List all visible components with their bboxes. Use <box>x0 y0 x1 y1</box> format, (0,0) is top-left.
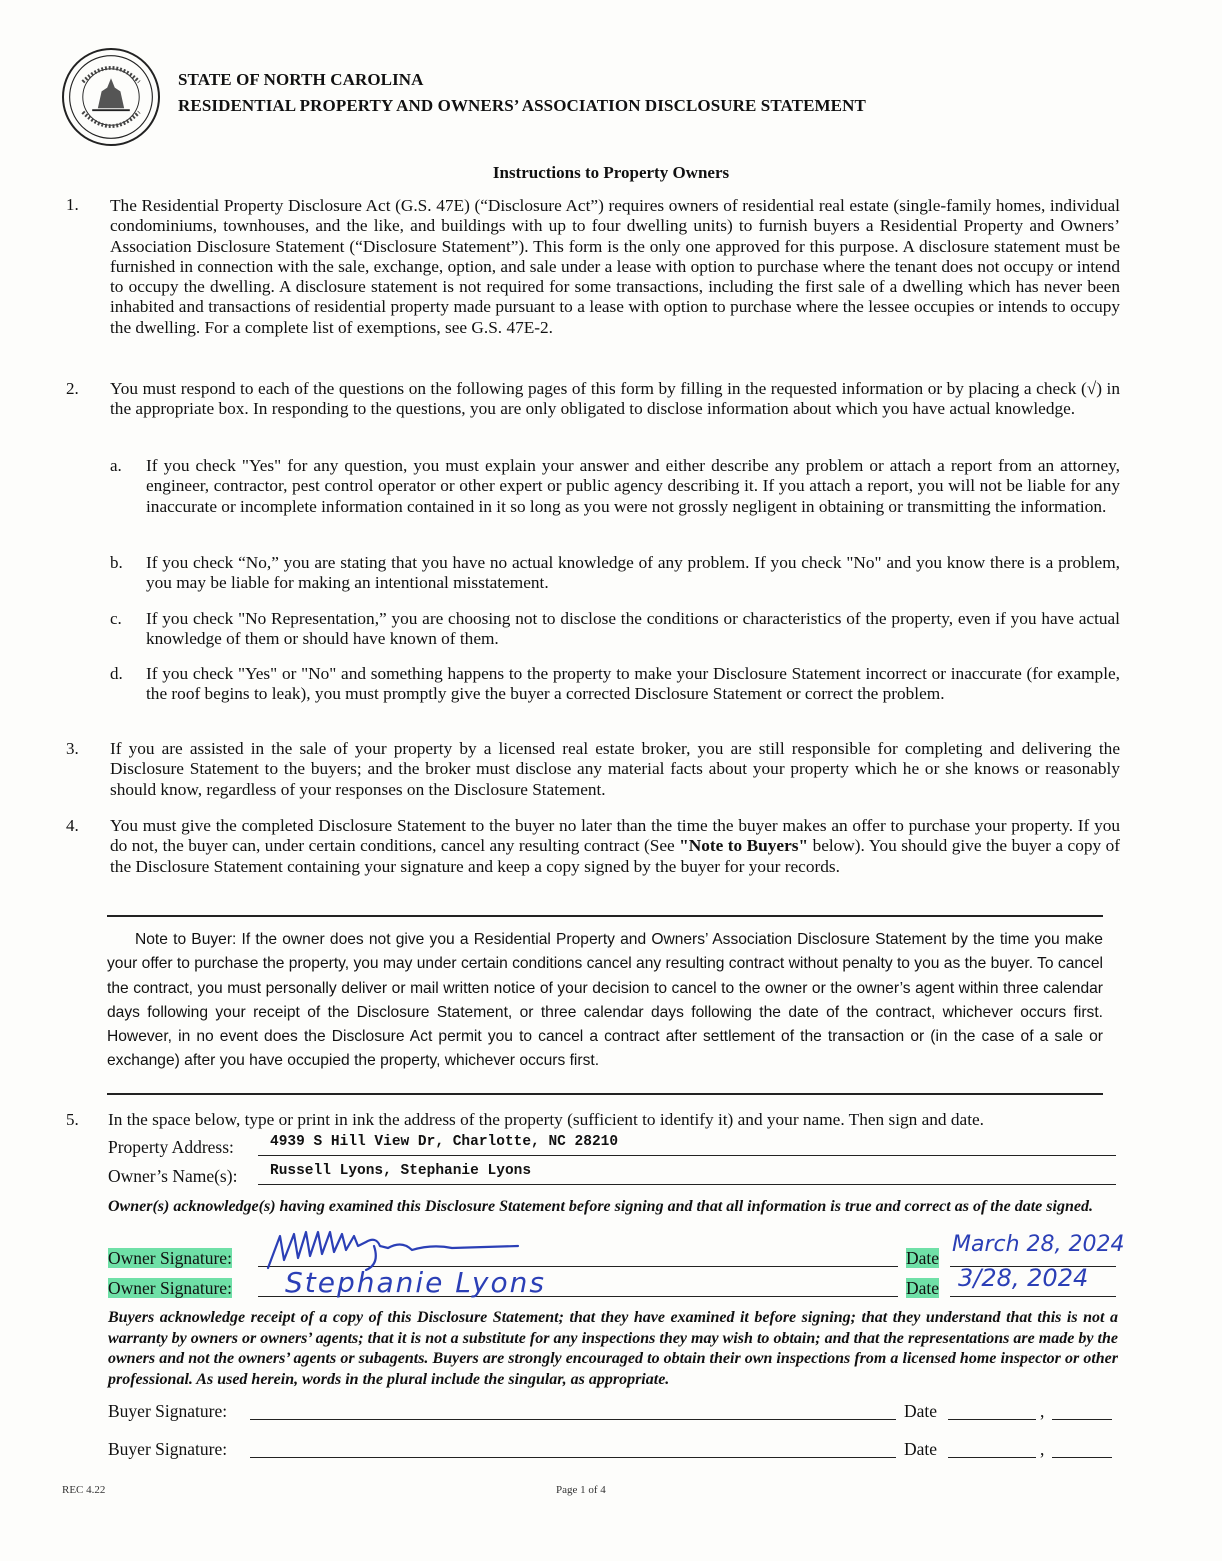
buyer2-year-line[interactable] <box>1052 1457 1112 1458</box>
owner-names-field[interactable]: Russell Lyons, Stephanie Lyons <box>270 1163 532 1179</box>
owner-names-line <box>258 1184 1116 1185</box>
subitem-text: If you check “No,” you are stating that you have no actual knowledge of any problem. If you check "No" and you know there is a problem, you may be liable for making an intentional misstatement. <box>146 553 1120 593</box>
instructions-title: Instructions to Property Owners <box>492 163 730 182</box>
buyer1-date-label: Date <box>904 1401 938 1421</box>
note-to-buyer <box>107 928 1103 1074</box>
note-to-buyer-text: Note to Buyer: If the owner does not give you a Residential Property and Owners’ Association Disclosure Statement by the time you make your offer to purchase the property, you may under certain conditions cancel any resulting contract without penalty to you as the buyer. To cancel the contract, you must personally deliver or mail written notice of your decision to cancel to the owner or the owner’s agent within three calendar days following your receipt of the Disclosure Statement, or three calendar days following the date of the contract, whichever occurs first. However, in no event does the Disclosure Act permit you to cancel a contract after settlement of the transaction or (in the case of a sale or exchange) after you have occupied the property, whichever occurs first. <box>107 931 1103 1070</box>
buyer-signature-label: Buyer Signature: <box>108 1401 228 1421</box>
property-address-label: Property Address: <box>108 1137 234 1157</box>
subitem-text: If you check "No Representation,” you are choosing not to disclose the conditions or characteristics of the property, even if you have actual knowledge of them or should have known of them. <box>146 609 1120 649</box>
buyer1-date-line[interactable] <box>948 1419 1036 1420</box>
item-text: You must respond to each of the questions on the following pages of this form by filling in the requested information or by placing a check (√) in the appropriate box. In responding to the questions, you are only obligated to disclose information about which you have actual knowledge. <box>110 379 1120 419</box>
page-number: Page 1 of 4 <box>556 1484 606 1496</box>
buyer-acknowledgement: Buyers acknowledge receipt of a copy of this Disclosure Statement; that they have examined it before signing; that they understand that this is not a warranty by owners or owners’ agents; that it is not a substitute for any inspections they may wish to obtain; and that the representations are made by the owners and not the owners’ agents or subagents. Buyers are strongly encouraged to obtain their own inspections from a licensed home inspector or other professional. As used herein, words in the plural include the singular, as appropriate. <box>108 1309 1118 1388</box>
subitem-letter: b. <box>110 553 123 572</box>
item-number: 5. <box>66 1110 79 1129</box>
owner-signature-label <box>108 1278 232 1299</box>
owner1-date-label-text: Date <box>906 1248 940 1268</box>
owner2-date-label <box>906 1278 939 1299</box>
buyer-signature-label: Buyer Signature: <box>108 1439 228 1459</box>
subitem-letter: a. <box>110 456 122 475</box>
owner-acknowledgement: Owner(s) acknowledge(s) having examined this Disclosure Statement before signing and that all information is true and correct as of the date signed. <box>108 1198 1093 1215</box>
owner-names-label: Owner’s Name(s): <box>108 1166 238 1186</box>
form-title: RESIDENTIAL PROPERTY AND OWNERS’ ASSOCIATION DISCLOSURE STATEMENT <box>178 96 866 115</box>
owner2-date-field[interactable]: 3/28, 2024 <box>958 1264 1089 1292</box>
owner1-date-field[interactable]: March 28, 2024 <box>952 1232 1125 1257</box>
item-number: 2. <box>66 379 79 398</box>
item-number: 4. <box>66 816 79 835</box>
owner2-signature[interactable]: Stephanie Lyons <box>285 1266 546 1299</box>
buyer2-date-line[interactable] <box>948 1457 1036 1458</box>
form-code: REC 4.22 <box>62 1484 106 1496</box>
property-address-line <box>258 1155 1116 1156</box>
nc-real-estate-commission-seal <box>62 48 160 146</box>
property-address-field[interactable]: 4939 S Hill View Dr, Charlotte, NC 28210 <box>270 1134 619 1150</box>
item-number: 3. <box>66 739 79 758</box>
item-text: In the space below, type or print in ink the address of the property (sufficient to identify it) and your name. Then sign and date. <box>108 1110 984 1129</box>
owner1-signature[interactable] <box>262 1222 532 1272</box>
note-to-buyers-ref: "Note to Buyers" <box>679 836 809 856</box>
buyer1-year-line[interactable] <box>1052 1419 1112 1420</box>
item4-text-a: You must give the completed Disclosure Statement to the buyer no later than the time the buyer makes an offer to purchase your property. If you do not, the buyer can, under certain conditions, cancel any resulting contract (See <box>110 816 1120 856</box>
subitem-letter: d. <box>110 664 123 683</box>
owner2-date-label-text: Date <box>906 1278 940 1298</box>
item-text: If you are assisted in the sale of your property by a licensed real estate broker, you are still responsible for completing and delivering the Disclosure Statement to the buyers; and the broker must disclose any material facts about your property which he or she knows or reasonably should know, regardless of your responses on the Disclosure Statement. <box>110 739 1120 799</box>
owner-signature-label-text: Owner Signature: <box>108 1248 232 1268</box>
item4-text-b: below). You should give the buyer a copy of the Disclosure Statement containing your signature and keep a copy signed by the buyer for your records. <box>110 836 1120 876</box>
buyer2-date-label: Date <box>904 1439 938 1459</box>
subitem-text: If you check "Yes" or "No" and something happens to the property to make your Disclosure Statement incorrect or inaccurate (for example, the roof begins to leak), you must promptly give the buyer a corrected Disclosure Statement or correct the problem. <box>146 664 1120 704</box>
subitem-letter: c. <box>110 609 122 628</box>
date-separator: , <box>1040 1401 1045 1421</box>
item-text: The Residential Property Disclosure Act (G.S. 47E) (“Disclosure Act”) requires owners of residential real estate (single-family homes, individual condominiums, townhouses, and the like, and buildings with up to four dwelling units) to furnish buyers a Residential Property and Owners’ Association Disclosure Statement (“Disclosure Statement”). This form is the only one approved for this purpose. A disclosure statement must be furnished in connection with the sale, exchange, option, and sale under a lease with option to purchase where the tenant does not occupy or intend to occupy the dwelling. A disclosure statement is not required for some transactions, including the first sale of a dwelling which has never been inhabited and transactions of residential property made pursuant to a lease with option to purchase where the lessee occupies or intends to occupy the dwelling. For a complete list of exemptions, see G.S. 47E-2. <box>110 196 1120 337</box>
buyer-signature-line[interactable] <box>250 1419 896 1420</box>
owner-signature-label-text: Owner Signature: <box>108 1278 232 1298</box>
owner1-date-label <box>906 1248 939 1269</box>
item-number: 1. <box>66 195 79 214</box>
buyer-signature-line[interactable] <box>250 1457 896 1458</box>
date-separator: , <box>1040 1439 1045 1459</box>
owner-signature-label <box>108 1248 232 1269</box>
subitem-text: If you check "Yes" for any question, you must explain your answer and either describe any problem or attach a report from an attorney, engineer, contractor, pest control operator or other expert or public agency describing it. If you attach a report, you will not be liable for any inaccurate or incomplete information contained in it so long as you were not grossly negligent in obtaining or transmitting the information. <box>146 456 1120 516</box>
owner2-date-line <box>950 1296 1116 1297</box>
state-heading: STATE OF NORTH CAROLINA <box>178 70 424 89</box>
item-text <box>110 816 1120 877</box>
